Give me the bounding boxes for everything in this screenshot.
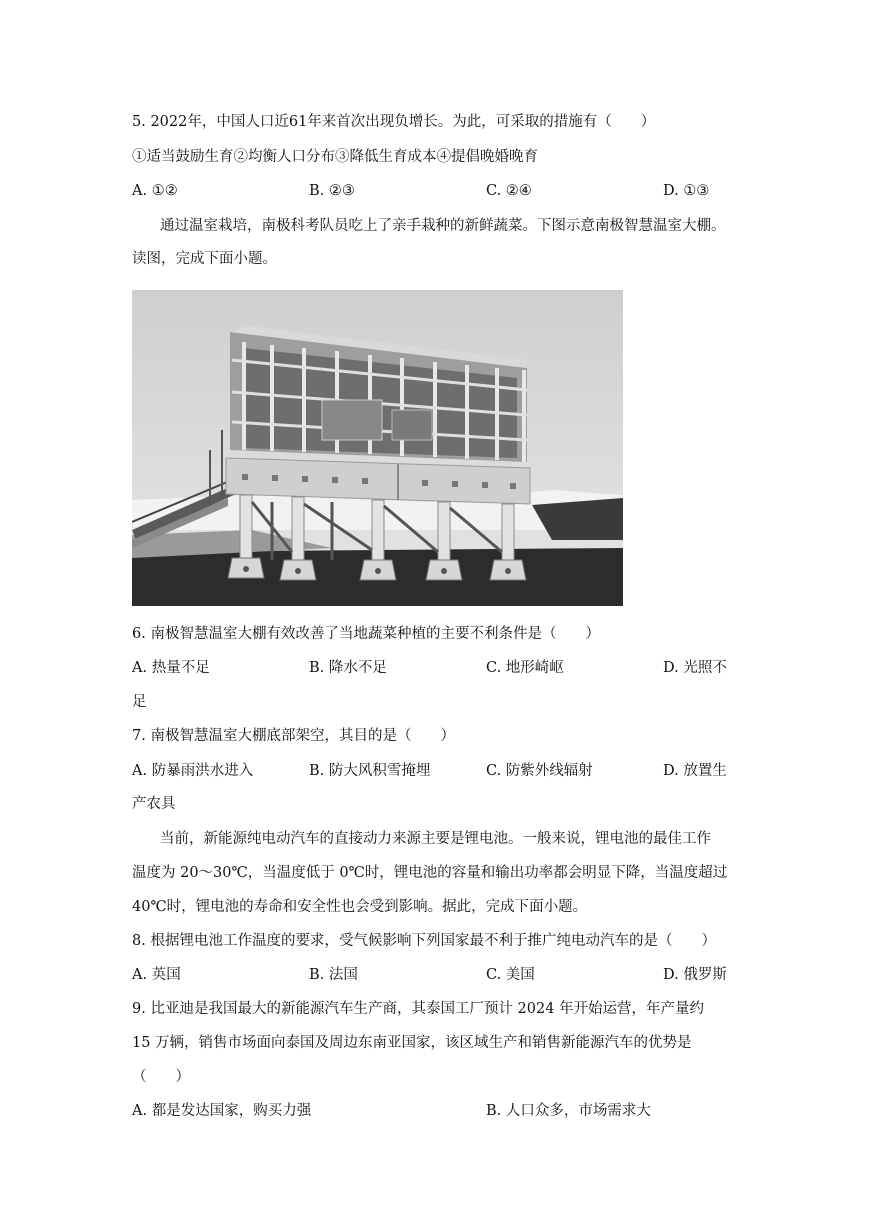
q6-option-c: C. 地形崎岖 xyxy=(486,660,564,676)
q6-option-a: A. 热量不足 xyxy=(132,660,210,676)
q6-option-d: D. 光照不 xyxy=(663,660,727,676)
q7-option-d: D. 放置生 xyxy=(663,763,727,779)
q7-option-b: B. 防大风积雪掩埋 xyxy=(309,763,431,779)
q7-option-d-wrap: 产农具 xyxy=(132,796,176,812)
q8-stem: 8. 根据锂电池工作温度的要求，受气候影响下列国家最不利于推广纯电动汽车的是（ ） xyxy=(132,933,716,949)
q5-option-b: B. ②③ xyxy=(309,183,355,199)
passage1-line1: 通过温室栽培，南极科考队员吃上了亲手栽种的新鲜蔬菜。下图示意南极智慧温室大棚。 xyxy=(160,218,726,234)
q9-stem-line2: 15 万辆，销售市场面向泰国及周边东南亚国家，该区域生产和销售新能源汽车的优势是 xyxy=(132,1035,692,1051)
q9-option-a: A. 都是发达国家，购买力强 xyxy=(132,1103,312,1119)
passage1-line2: 读图，完成下面小题。 xyxy=(132,251,277,267)
q5-option-d: D. ①③ xyxy=(663,183,710,199)
q7-option-c: C. 防紫外线辐射 xyxy=(486,763,593,779)
q8-option-b: B. 法国 xyxy=(309,967,358,983)
antarctic-greenhouse-photo xyxy=(132,290,623,606)
passage2-line2: 温度为 20～30℃，当温度低于 0℃时，锂电池的容量和输出功率都会明显下降，当温度超过 xyxy=(132,865,728,881)
q6-option-b: B. 降水不足 xyxy=(309,660,387,676)
q8-option-d: D. 俄罗斯 xyxy=(663,967,727,983)
q5-stem: 5. 2022年，中国人口近61年来首次出现负增长。为此，可采取的措施有（ ） xyxy=(132,114,656,130)
q5-option-a: A. ①② xyxy=(132,183,178,199)
q6-stem: 6. 南极智慧温室大棚有效改善了当地蔬菜种植的主要不利条件是（ ） xyxy=(132,626,600,642)
q8-option-a: A. 英国 xyxy=(132,967,181,983)
passage2-line3: 40℃时，锂电池的寿命和安全性也会受到影响。据此，完成下面小题。 xyxy=(132,899,588,915)
q7-stem: 7. 南极智慧温室大棚底部架空，其目的是（ ） xyxy=(132,728,455,744)
q8-option-c: C. 美国 xyxy=(486,967,535,983)
q7-option-a: A. 防暴雨洪水进入 xyxy=(132,763,254,779)
q9-stem-line3: （ ） xyxy=(132,1069,190,1085)
q9-option-b: B. 人口众多，市场需求大 xyxy=(486,1103,651,1119)
q5-items: ①适当鼓励生育②均衡人口分布③降低生育成本④提倡晚婚晚育 xyxy=(132,149,538,165)
q6-option-d-wrap: 足 xyxy=(132,694,147,710)
passage2-line1: 当前，新能源纯电动汽车的直接动力来源主要是锂电池。一般来说，锂电池的最佳工作 xyxy=(160,831,711,847)
q5-option-c: C. ②④ xyxy=(486,183,532,199)
q9-stem-line1: 9. 比亚迪是我国最大的新能源汽车生产商，其泰国工厂预计 2024 年开始运营，年产量约 xyxy=(132,1001,705,1017)
